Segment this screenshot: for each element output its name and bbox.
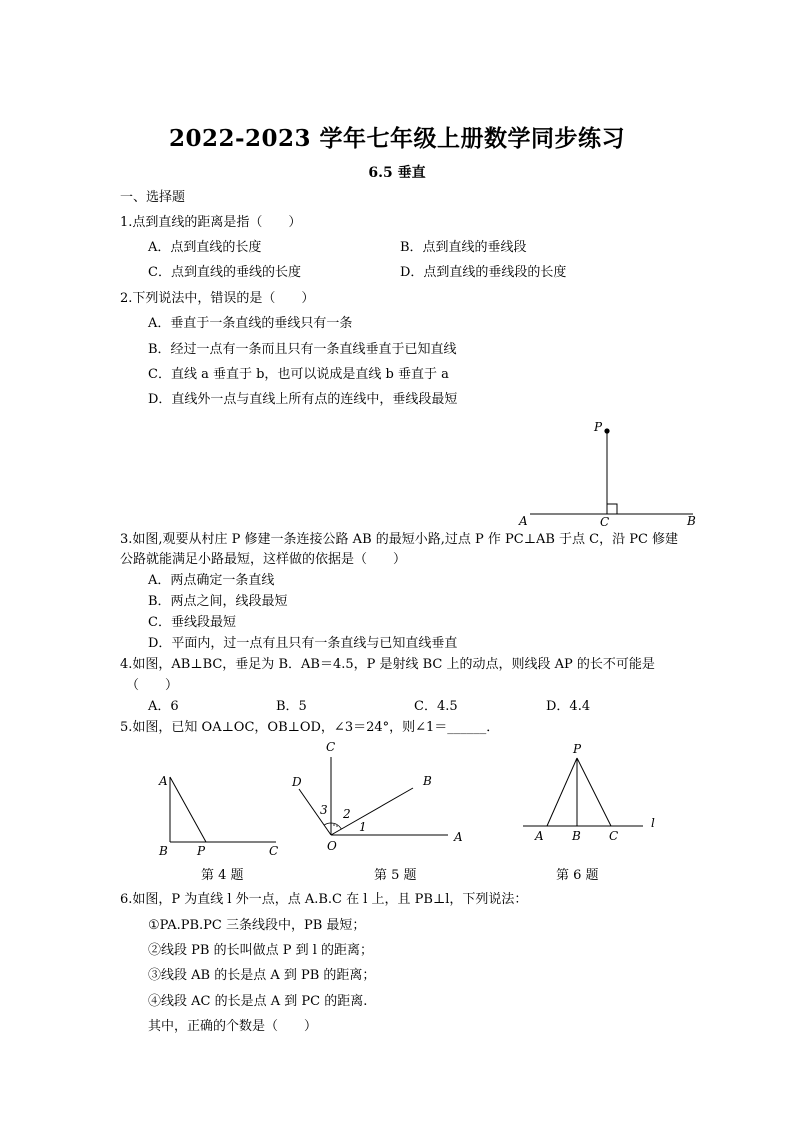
q6-label-a: A xyxy=(535,829,544,843)
q4-stem-bracket: （ ） xyxy=(126,678,179,693)
q6-label-c: C xyxy=(609,829,619,843)
q3-option-d: D．平面内，过一点有且只有一条直线与已知直线垂直 xyxy=(148,636,458,651)
q5-figure-caption: 第 5 题 xyxy=(374,868,417,883)
q4-label-b: B xyxy=(159,844,168,858)
q3-label-a: A xyxy=(519,514,528,528)
q6-figure-caption: 第 6 题 xyxy=(556,868,599,883)
q5-label-c: C xyxy=(326,740,336,754)
q6-segment-pa xyxy=(547,758,577,826)
q5-label-o: O xyxy=(327,839,337,853)
q3-label-b: B xyxy=(687,514,696,528)
q1-option-d: D．点到直线的垂线段的长度 xyxy=(400,265,567,280)
q2-option-a: A．垂直于一条直线的垂线只有一条 xyxy=(148,316,353,331)
q5-stem: 5.如图，已知 OA⊥OC，OB⊥OD，∠3＝24°，则∠1＝______． xyxy=(120,720,500,735)
q5-label-b: B xyxy=(423,774,432,788)
q4-option-c: C．4.5 xyxy=(414,699,458,714)
q2-option-b: B．经过一点有一条而且只有一条直线垂直于已知直线 xyxy=(148,342,457,357)
q5-label-d: D xyxy=(292,775,302,789)
q4-option-d: D．4.4 xyxy=(546,699,591,714)
q6-statement-3: ③线段 AB 的长是点 A 到 PB 的距离； xyxy=(148,968,376,983)
q2-stem: 2.下列说法中，错误的是（ ） xyxy=(120,291,315,306)
q4-label-p: P xyxy=(197,844,206,858)
q4-segment-ap xyxy=(170,777,206,842)
q4-stem: 4.如图，AB⊥BC，垂足为 B．AB＝4.5，P 是射线 BC 上的动点，则线段 AP 的长不可能是 xyxy=(120,657,655,672)
q5-angle-hatch xyxy=(331,824,337,827)
q3-option-a: A．两点确定一条直线 xyxy=(148,573,275,588)
q1-option-b: B．点到直线的垂线段 xyxy=(400,240,527,255)
q6-label-p: P xyxy=(573,742,582,756)
section-heading: 一、选择题 xyxy=(120,190,186,205)
q5-angle-arc-2 xyxy=(331,823,341,829)
q6-stem: 6.如图，P 为直线 l 外一点，点 A.B.C 在 l 上，且 PB⊥l，下列说法： xyxy=(120,892,528,907)
q2-option-d: D．直线外一点与直线上所有点的连线中，垂线段最短 xyxy=(148,392,458,407)
q6-segment-pc xyxy=(577,758,611,826)
q4-label-c: C xyxy=(269,844,279,858)
q5-label-3: 3 xyxy=(320,803,328,817)
q1-option-a: A．点到直线的长度 xyxy=(148,240,262,255)
q5-label-2: 2 xyxy=(343,807,351,821)
section-subtitle: 6.5 垂直 xyxy=(368,165,426,181)
q5-angle-arc-3 xyxy=(324,823,331,825)
q6-statement-2: ②线段 PB 的长叫做点 P 到 l 的距离； xyxy=(148,943,373,958)
q3-figure xyxy=(515,415,715,530)
q3-stem: 3.如图,观要从村庄 P 修建一条连接公路 AB 的最短小路,过点 P 作 PC⊥AB 于点 C，沿 PC 修建公路就能满足小路最短，这样做的依据是（ ） xyxy=(120,532,679,567)
q4-option-b: B．5 xyxy=(276,699,307,714)
q3-option-c: C．垂线段最短 xyxy=(148,615,236,630)
q5-label-a: A xyxy=(454,830,463,844)
q6-question-end: 其中，正确的个数是（ ） xyxy=(148,1019,318,1034)
q5-figure xyxy=(285,738,475,858)
q6-label-l: l xyxy=(651,816,655,830)
q4-option-a: A．6 xyxy=(148,699,179,714)
q4-label-a: A xyxy=(159,774,168,788)
q6-statement-1: ①PA.PB.PC 三条线段中，PB 最短； xyxy=(148,918,366,933)
q3-right-angle-mark xyxy=(607,504,617,514)
q1-option-c: C．点到直线的垂线的长度 xyxy=(148,265,301,280)
q5-label-1: 1 xyxy=(359,820,367,834)
q1-stem: 1.点到直线的距离是指（ ） xyxy=(120,215,302,230)
q6-figure xyxy=(515,738,665,848)
q6-statement-4: ④线段 AC 的长是点 A 到 PC 的距离. xyxy=(148,994,368,1009)
q3-point-p xyxy=(604,428,609,433)
q3-label-p: P xyxy=(594,420,603,434)
q2-option-c: C．直线 a 垂直于 b，也可以说成是直线 b 垂直于 a xyxy=(148,367,449,382)
q3-label-c: C xyxy=(600,515,610,529)
q4-figure-caption: 第 4 题 xyxy=(201,868,244,883)
q4-figure xyxy=(150,765,290,860)
q3-option-b: B．两点之间，线段最短 xyxy=(148,594,288,609)
q6-label-b: B xyxy=(572,829,581,843)
page-title: 2022-2023 学年七年级上册数学同步练习 xyxy=(168,125,626,152)
